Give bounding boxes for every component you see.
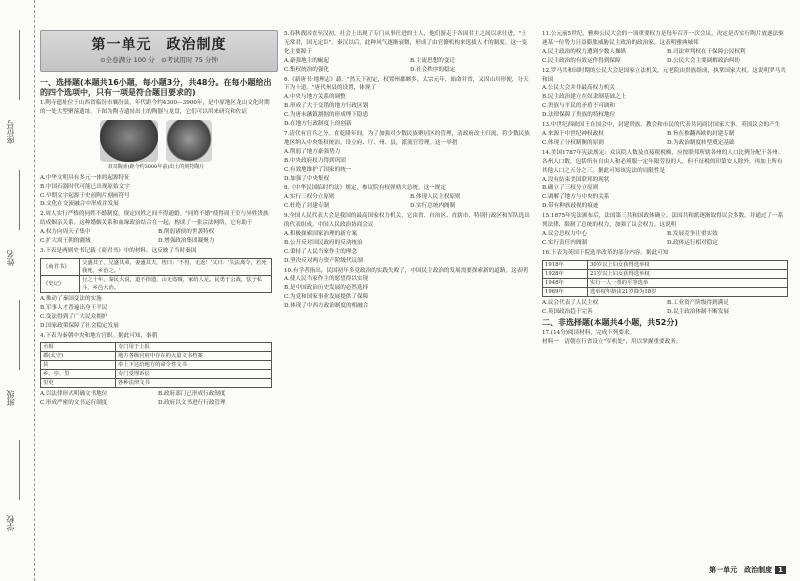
column-1 bbox=[40, 76, 272, 409]
question-7 bbox=[284, 130, 532, 183]
question-stem: 6.《新唐书·地理志》载："然天下初定，权置州郡颇多。太宗元年，始命并省，又因山川形便，分天下为十道。"唐代州县的设置，体现了 bbox=[284, 76, 529, 92]
table-cell: 1948年 bbox=[543, 278, 588, 287]
option[interactable]: D.增强政治集团凝聚力 bbox=[158, 238, 215, 245]
page-number: 1 bbox=[775, 566, 786, 574]
binding-margin bbox=[0, 0, 35, 581]
option[interactable]: D.文化在交流融合中形成并发展 bbox=[40, 201, 119, 208]
question-15 bbox=[542, 212, 788, 248]
table-row bbox=[41, 352, 272, 361]
section-title: 二、非选择题(本题共4小题，共52分) bbox=[542, 318, 679, 328]
table-cell: 县 bbox=[41, 361, 116, 370]
table-row bbox=[41, 370, 272, 379]
footer-label: 第一单元 政治制度 bbox=[709, 566, 773, 574]
options bbox=[542, 299, 788, 317]
table-cell: 1918年 bbox=[543, 260, 588, 269]
option[interactable]: B.体现人民主权原则 bbox=[410, 194, 461, 201]
question-1 bbox=[40, 99, 272, 209]
artifact-figure bbox=[40, 120, 272, 162]
table-cell: 专门受理诉讼 bbox=[116, 370, 272, 379]
question-stem: 15.1875年宪法颁布后，法国第三共和国政体确立。法国共和派逐渐取得议会多数，并通过了一系列法律，限制了总统的权力，加强了议会权力。这说明 bbox=[542, 213, 784, 229]
seal-line bbox=[19, 440, 20, 500]
question-stem: 2.周人实行严格的同姓不婚制度，规定同姓之间不得通婚。"同姓不婚"使得周王室与异姓贵族结成姻亲关系。这种婚姻关系和血缘政治结合在一起，构成了一张宗法网络，它有助于 bbox=[40, 211, 269, 227]
options bbox=[284, 57, 532, 75]
table-cell: 行之十年，秦民大说，道不拾遗，山无盗贼，家给人足。民勇于公战，怯于私斗，乡邑大治。 bbox=[80, 275, 272, 292]
table-cell: 各种法律文书 bbox=[116, 379, 272, 388]
table-cell: 专门用于上报 bbox=[116, 343, 272, 352]
options bbox=[542, 48, 788, 66]
option[interactable]: B.司法审判权在于保障公民权利 bbox=[667, 48, 746, 55]
question-stem: 4.下表为秦朝中央和地方官职。据此可知，秦朝 bbox=[40, 332, 158, 339]
question-stem: 8.《中华民国临时约法》规定，参议院有权弹劾大总统。这一规定 bbox=[284, 185, 446, 192]
table-row bbox=[543, 260, 788, 269]
question-stem: 10.有学者指出，民国初年多党政治的实践失败了，中国民主政治的发展需要探索新的道路。这表明 bbox=[284, 267, 528, 274]
option[interactable]: C.秉持了人民当家作主的理念 bbox=[284, 248, 357, 255]
table-cell: 父盛其子，兄盛其弟，妻盛其夫，皆曰：'不得，无返！'又曰：'失法离令，若死我死，乡治之。' bbox=[80, 258, 272, 275]
question-14 bbox=[542, 149, 788, 211]
option[interactable]: D.公民大会主要调解政治纠纷 bbox=[667, 57, 741, 64]
option[interactable]: B.政府部门已形成行政制度 bbox=[158, 391, 226, 398]
officials-table bbox=[40, 342, 272, 388]
exam-meta: ⊙全卷满分 100 分 ⊙考试用时 75 分钟 bbox=[100, 56, 218, 64]
options bbox=[284, 93, 532, 129]
question-stem: 12.罗马共和国时期的公民大会是国家立法机关，元老院由贵族组成，执掌国家大权。这说明罗马共和国 bbox=[542, 67, 786, 83]
question-4 bbox=[40, 332, 272, 409]
option[interactable]: B.发展竞争注重实效 bbox=[667, 230, 718, 237]
table-row bbox=[41, 258, 272, 275]
pottery-shard-image bbox=[166, 120, 212, 162]
option[interactable]: D.实行总统内阁制 bbox=[410, 203, 456, 210]
question-3 bbox=[40, 247, 272, 331]
question-stem: 1.陶寺遗址位于山西省临汾市襄汾县，年代距今约4300—3900年，是中原地区龙山文化时期的一处大型聚落遗址。下图为陶寺遗址出土的陶器与龙盘，它们可以用来研究和佐证 bbox=[40, 100, 270, 115]
option[interactable]: A.实行三权分立原则 bbox=[284, 194, 335, 201]
options bbox=[40, 295, 272, 331]
options bbox=[284, 275, 532, 311]
table-row bbox=[41, 379, 272, 388]
options bbox=[284, 148, 532, 184]
option[interactable]: B.公开反对国民政府的反动统治 bbox=[284, 239, 363, 246]
option[interactable]: C.集权统治的强化 bbox=[284, 66, 330, 73]
question-stem: 17.(14分)阅读材料，完成下列要求。 bbox=[542, 330, 636, 337]
pottery-image bbox=[100, 120, 158, 162]
option[interactable]: B.削弱诸侯的世袭特权 bbox=[158, 229, 215, 236]
seat-number-label: 座位号 bbox=[6, 120, 15, 144]
options bbox=[40, 174, 272, 210]
option[interactable]: D.政府以文书进行行政管理 bbox=[158, 400, 226, 407]
option[interactable]: C.为唐末藩镇割据的形成埋下隐患 bbox=[284, 112, 369, 119]
option[interactable]: B.军事人才普遍出身于平民 bbox=[40, 304, 108, 311]
page-footer bbox=[709, 565, 786, 575]
option[interactable]: A.来源于中世纪神权政权 bbox=[542, 130, 604, 137]
table-row bbox=[41, 361, 272, 370]
option[interactable]: B.形成了大于交错的地方行政区划 bbox=[284, 103, 369, 110]
option[interactable]: B.旨在推翻西欧的封建专制 bbox=[667, 130, 735, 137]
option[interactable]: B.中央政府权力得到巩固 bbox=[284, 157, 346, 164]
table-cell: 1969年 bbox=[543, 287, 588, 296]
name-label: 姓名 bbox=[6, 250, 15, 266]
option[interactable]: D.坚决反对两方资产阶级代议制 bbox=[284, 257, 363, 264]
question-stem: 14.美国1787年宪法规定：众议院人数及直接税税额，应按联邦所辖各州的人口比例分配于各州。各州人口数，包括所有自由人和必须服一定年限劳役的人，但不征税的印第安人除外，再加上所有其他人口之五分之三。据此可知该宪法的局限性是 bbox=[542, 149, 784, 174]
options bbox=[40, 390, 272, 408]
source-table bbox=[40, 258, 272, 293]
table-cell: 30岁以上妇女获得选举权 bbox=[588, 260, 788, 269]
question-2 bbox=[40, 210, 272, 246]
option[interactable]: A.没有结束美国联邦的现状 bbox=[542, 176, 610, 183]
table-cell: 丞相 bbox=[41, 343, 116, 352]
table-cell: 《史记》 bbox=[41, 275, 80, 292]
table-cell: 奉上下达给地方的命令性文书 bbox=[116, 361, 272, 370]
question-stem: 7.清代有官兵之分。在乾隆年间，为了加强对少数民族聚居区的管理，清政府改土归流，将少数民族地区纳入中央集权统治，设立府、厅、州、县，派流官管理。这一举措 bbox=[284, 130, 530, 146]
seal-line bbox=[19, 30, 20, 100]
unit-title: 第一单元 政治制度 bbox=[91, 37, 227, 53]
table-cell: 地方各级官府中存在的大量文书档案 bbox=[116, 352, 272, 361]
option[interactable]: D.法律保障了贵族的特权地位 bbox=[542, 112, 616, 119]
question-12 bbox=[542, 67, 788, 120]
option[interactable]: B.工业资产阶级得到满足 bbox=[667, 299, 729, 306]
option[interactable]: C.体现了分权制衡的原则 bbox=[542, 139, 604, 146]
table-row bbox=[543, 287, 788, 296]
option[interactable]: A.积极探索国家治理的新方案 bbox=[284, 230, 357, 237]
option[interactable]: C.杜绝了封建专制 bbox=[284, 203, 330, 210]
question-stem: 11.公元前5世纪，雅典公民大会的一项重要权力是每年召开一次会议，决定是否实行陶片放逐法驱逐某一位势力日益膨胀威胁民主政治的政治家。这表明雅典城邦 bbox=[542, 31, 784, 46]
table-row bbox=[41, 343, 272, 352]
option[interactable]: C.贵族与平民的矛盾不可调和 bbox=[542, 103, 615, 110]
option[interactable]: C.民主政治的有效运作得到保障 bbox=[542, 57, 621, 64]
table-cell: 乡、亭、里 bbox=[41, 370, 116, 379]
question-stem: 13.中世纪西欧国王在国会中，封建贵族、教会和市民的代表共同商讨国家大事。英国议会的产生 bbox=[542, 122, 781, 129]
option[interactable]: C.为党和国家事业发展提供了保障 bbox=[284, 294, 369, 301]
option[interactable]: A.中央与地方关系的调整 bbox=[284, 94, 346, 101]
section-title: 一、选择题(本题共16小题，每小题3分，共48分。在每小题给出的四个选项中，只有一项是符合题目要求的) bbox=[40, 78, 272, 97]
option[interactable]: A.中华文明具有多元一体的起源特征 bbox=[40, 174, 130, 181]
material-text: 材料一 清朝在行省设立"军机处"，用以掌握重要政务。 bbox=[542, 339, 682, 346]
option[interactable]: B.民主政治建立在奴隶制基础之上 bbox=[542, 94, 627, 101]
option[interactable]: C.变法得到了广大民众拥护 bbox=[40, 313, 108, 320]
options bbox=[284, 193, 532, 211]
option[interactable]: A.豪强地主的崛起 bbox=[284, 57, 329, 64]
unit-header bbox=[40, 30, 278, 72]
option[interactable]: D.体现了中西方政治制度的相融合 bbox=[284, 303, 369, 310]
option[interactable]: D.社会秩序的稳定 bbox=[410, 66, 456, 73]
option[interactable]: B.中国石器时代可能已出现原始文字 bbox=[40, 183, 130, 190]
table-row bbox=[543, 278, 788, 287]
reform-table bbox=[542, 260, 788, 297]
options bbox=[284, 230, 532, 266]
option[interactable]: D.国家政策保障了社会稳定发展 bbox=[40, 322, 119, 329]
option[interactable]: D.加强了中央集权 bbox=[284, 175, 330, 182]
table-cell: 1928年 bbox=[543, 269, 588, 278]
question-10 bbox=[284, 267, 532, 312]
options bbox=[542, 84, 788, 120]
question-6 bbox=[284, 76, 532, 129]
question-13 bbox=[542, 121, 788, 148]
option[interactable]: B.是中国政治历史发展的必然选择 bbox=[284, 285, 369, 292]
option[interactable]: C.调解了地方与中央的关系 bbox=[542, 194, 610, 201]
table-cell: 里吏 bbox=[41, 379, 116, 388]
option[interactable]: A.议会总权力中心 bbox=[542, 230, 587, 237]
option[interactable]: A.民主政治的权力遭到少数人操纵 bbox=[542, 48, 627, 55]
table-row bbox=[41, 275, 272, 292]
option[interactable]: A.以法律形式明确文书地位 bbox=[40, 391, 108, 398]
option[interactable]: A.使人民当家作主的愿望得以实现 bbox=[284, 276, 369, 283]
option[interactable]: D.带有种族歧视的痕迹 bbox=[542, 203, 599, 210]
school-label: 学校 bbox=[6, 515, 15, 531]
seal-line bbox=[19, 300, 20, 370]
table-cell: 郡(太守) bbox=[41, 352, 116, 361]
option[interactable]: D.民主政治体制不断发展 bbox=[667, 308, 730, 315]
options bbox=[542, 176, 788, 212]
question-stem: 9.全国人民代表大会是我国的最高国家权力机关，它由省、自治区、直辖市、特别行政区和军队选出的代表组成。中国人民政治协商会议 bbox=[284, 213, 530, 229]
question-9 bbox=[284, 212, 532, 265]
table-cell: 《商君书》 bbox=[41, 258, 80, 275]
options bbox=[542, 130, 788, 148]
option[interactable]: B.确立了三权分立原则 bbox=[542, 185, 599, 192]
table-cell: 实行一人一票的平等选举 bbox=[588, 278, 788, 287]
option[interactable]: D.在地方行政制度上的创新 bbox=[284, 121, 352, 128]
column-2 bbox=[284, 30, 532, 312]
option[interactable]: C.实行责任内阁制 bbox=[542, 239, 588, 246]
question-stem: 16.下表为英国下院选举改革的部分内容。据此可知 bbox=[542, 249, 669, 256]
option[interactable]: D.政体运行相对稳定 bbox=[667, 239, 718, 246]
option[interactable]: C.英国政治趋于完善 bbox=[542, 308, 593, 315]
option[interactable]: B.主流思想的变迁 bbox=[410, 57, 456, 64]
option[interactable]: A.推动了秦国变法的实施 bbox=[40, 295, 102, 302]
option[interactable]: A.削弱了地方豪强势力 bbox=[284, 148, 341, 155]
option[interactable]: D.为政治制度转型奠定基础 bbox=[667, 139, 735, 146]
class-label: 班级 bbox=[6, 390, 15, 406]
options bbox=[40, 228, 272, 246]
question-stem: 3.下表是两则史书记载《商君书》中的材料。这反映了当时秦国 bbox=[40, 247, 197, 254]
question-17 bbox=[542, 329, 788, 347]
column-3 bbox=[542, 30, 788, 348]
option[interactable]: C.有效地维护了国家的统一 bbox=[284, 166, 352, 173]
option[interactable]: C.形成严密的文书运行制度 bbox=[40, 400, 108, 407]
question-8 bbox=[284, 184, 532, 211]
table-cell: 21岁以上妇女获得选举权 bbox=[588, 269, 788, 278]
question-stem: 5.春秋战国直至汉初，社会上出现了专门从事仕进的士人，他们游走于各国君主之间以求仕进，"士无常君，国无定臣"。秦汉以后，此种风气逐渐衰微，形成了由官僚机构来选拔人才的制度。这一变化主要源于 bbox=[284, 31, 528, 55]
option[interactable]: A.公民大会并非最高权力机关 bbox=[542, 85, 615, 92]
option[interactable]: A.议会代表了人民主权 bbox=[542, 299, 599, 306]
options bbox=[542, 230, 788, 248]
option[interactable]: A.权力向周天子集中 bbox=[40, 229, 91, 236]
figure-caption: 双耳陶壶(距今约3000年前)出土的刻符陶片 bbox=[107, 163, 205, 170]
question-16 bbox=[542, 249, 788, 317]
question-5 bbox=[284, 30, 532, 75]
question-11 bbox=[542, 30, 788, 66]
table-row bbox=[543, 269, 788, 278]
seal-line bbox=[19, 170, 20, 230]
option[interactable]: C.扩大周王朝的疆域 bbox=[40, 238, 91, 245]
option[interactable]: C.早期文字起源于史前陶片刻画符号 bbox=[40, 192, 130, 199]
table-cell: 选举权年龄由21岁降为18岁 bbox=[588, 287, 788, 296]
